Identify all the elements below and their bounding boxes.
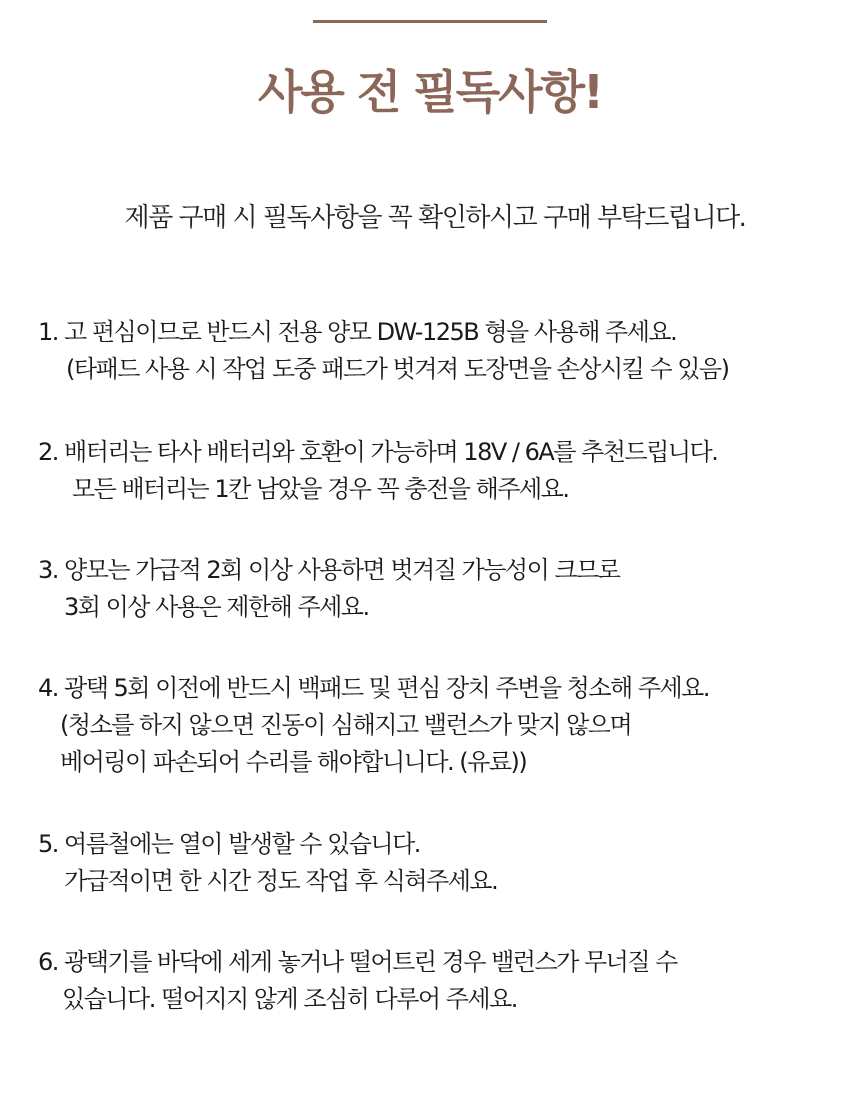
notice-1-line-2: (타패드 사용 시 작업 도중 패드가 벗겨져 도장면을 손상시킬 수 있음) — [66, 355, 729, 383]
notice-4-line-1: 4. 광택 5회 이전에 반드시 백패드 및 편심 장치 주변을 청소해 주세요. — [38, 674, 709, 702]
notice-4-line-3: 베어링이 파손되어 수리를 해야합니니다. (유료)) — [60, 748, 527, 776]
notice-3-line-1: 3. 양모는 가급적 2회 이상 사용하면 벗겨질 가능성이 크므로 — [38, 556, 620, 584]
notice-item-2 — [38, 434, 838, 508]
notice-item-1 — [38, 314, 838, 388]
notice-2-line-1: 2. 배터리는 타사 배터리와 호환이 가능하며 18V / 6A를 추천드립니다. — [38, 438, 718, 466]
page-subtitle: 제품 구매 시 필독사항을 꼭 확인하시고 구매 부탁드립니다. — [124, 203, 746, 233]
notice-1-line-1: 1. 고 편심이므로 반드시 전용 양모 DW-125B 형을 사용해 주세요. — [38, 318, 677, 346]
notice-6-line-1: 6. 광택기를 바닥에 세게 놓거나 떨어트린 경우 밸런스가 무너질 수 — [38, 948, 677, 976]
notice-item-6 — [38, 944, 838, 1018]
notice-4-line-2: (청소를 하지 않으면 진동이 심해지고 밸런스가 맞지 않으며 — [60, 711, 632, 739]
notice-item-4 — [38, 670, 838, 781]
notice-5-line-2: 가급적이면 한 시간 정도 작업 후 식혀주세요. — [64, 867, 498, 895]
top-divider — [313, 20, 547, 23]
notice-6-line-2: 있습니다. 떨어지지 않게 조심히 다루어 주세요. — [62, 985, 517, 1013]
notice-5-line-1: 5. 여름철에는 열이 발생할 수 있습니다. — [38, 830, 420, 858]
notice-item-5 — [38, 826, 838, 900]
notice-item-3 — [38, 552, 838, 626]
notice-2-line-2: 모든 배터리는 1칸 남았을 경우 꼭 충전을 해주세요. — [72, 475, 569, 503]
notice-3-line-2: 3회 이상 사용은 제한해 주세요. — [64, 593, 369, 621]
page-title: 사용 전 필독사항! — [257, 65, 603, 119]
